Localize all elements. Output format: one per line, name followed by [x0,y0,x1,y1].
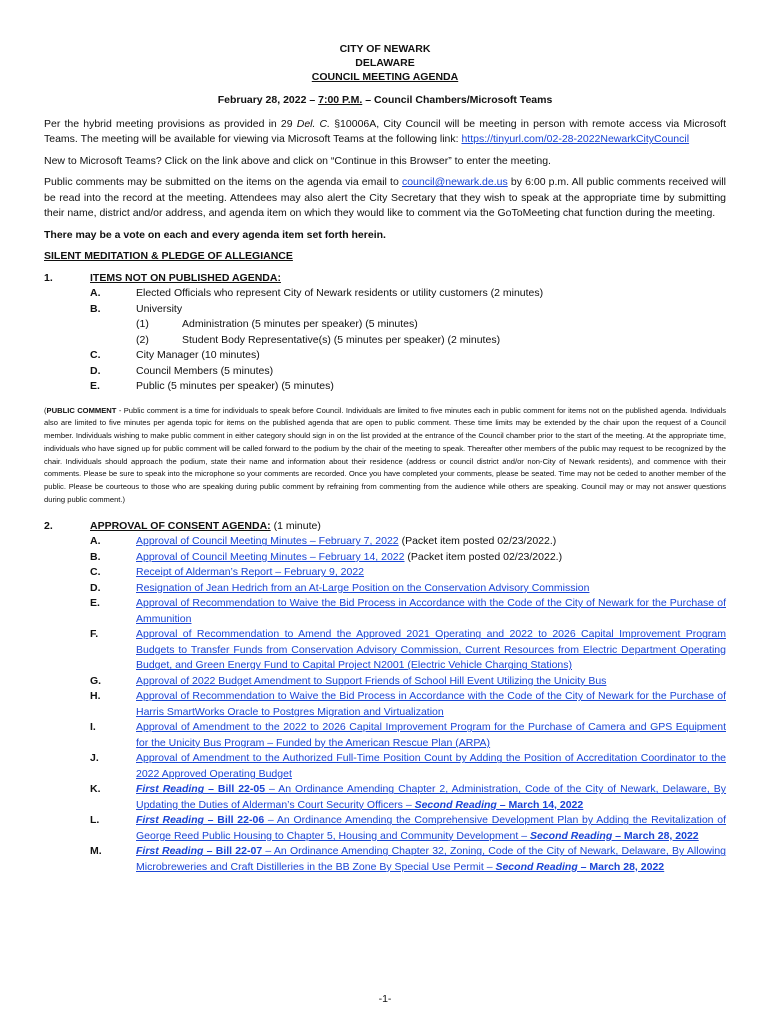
sub-letter: C. [90,349,101,361]
sub-letter: A. [90,287,101,299]
consent-item-J [90,751,726,782]
meeting-time: 7:00 P.M. [318,94,363,106]
sub-text: Public (5 minutes per speaker) (5 minutes) [136,380,334,392]
sub-item-A [90,286,726,302]
text-segment: – Bill 22-06 [203,814,265,827]
agenda-title: COUNCIL MEETING AGENDA [311,71,459,83]
item-title: APPROVAL OF CONSENT AGENDA: [90,519,271,532]
meeting-location: – Council Chambers/Microsoft Teams [362,94,553,106]
text-segment: (Packet item posted 02/23/2022.) [398,535,557,548]
text-segment: §10006A, City Council will be meeting in person with remote access via Microsoft Teams. The meeting will be available for viewing via Microsoft Teams at the following link: [44,117,727,145]
hybrid-meeting-paragraph [44,117,726,148]
sub-letter: L. [90,814,100,827]
consent-link[interactable]: Approval of Recommendation to Waive the Bid Process in Accordance with the Code of the City of Newark for the Purchase of Harris SmartWorks Oracle to Postgres Migration and Virtualization [136,690,726,718]
sub-letter: K. [90,783,101,796]
sub-letter: B. [90,550,101,563]
text-segment: – Bill 22-07 [203,845,263,858]
consent-item-M [90,844,726,875]
sub-letter: G. [90,674,102,687]
text-segment: Second Reading [414,798,497,811]
text-segment: Del. C. [296,117,331,130]
council-email-link[interactable]: council@newark.de.us [401,176,508,188]
sub-letter: E. [90,380,100,392]
sub-letter: A. [90,535,101,548]
text-segment: First Reading [136,783,205,796]
sub-letter: B. [90,302,101,315]
sub-letter: D. [90,364,101,377]
consent-item-B [90,550,726,566]
state-name: DELAWARE [355,57,415,69]
meeting-dateline [44,93,726,109]
sub-item-C [90,348,726,364]
meeting-date: February 28, 2022 – [217,94,319,106]
consent-item-C [90,565,726,581]
consent-item-F [90,627,726,674]
vote-notice: There may be a vote on each and every agenda item set forth herein. [44,228,386,241]
teams-help-paragraph: New to Microsoft Teams? Click on the link above and click on “Continue in this Browser” to enter the meeting. [44,154,551,167]
sub-letter: E. [90,597,100,610]
item-title: ITEMS NOT ON PUBLISHED AGENDA: [90,271,281,284]
sub-item-B1 [136,317,726,333]
text-segment: Second Reading [529,829,613,842]
consent-item-A [90,534,726,550]
page-number: -1- [378,993,392,1005]
consent-link[interactable]: Approval of Council Meeting Minutes – February 7, 2022 [136,535,399,548]
text-segment: – Bill 22-05 [204,783,266,796]
sub-text: City Manager (10 minutes) [136,349,260,361]
consent-item-E [90,596,726,627]
public-comments-paragraph [44,175,726,222]
consent-item-D [90,581,726,597]
sub-letter: I. [90,721,96,734]
sub-letter: J. [90,752,99,765]
sub-letter: C. [90,566,101,579]
agenda-item-2 [44,519,726,876]
consent-link[interactable]: Approval of Recommendation to Amend the Approved 2021 Operating and 2022 to 2026 Capital Improvement Program Budgets to Transfer Funds from Conservation Advisory Commission, Current Resources from Electric Department Operating Budget, and Green Energy Fund to Capital Project N2001 (Electric Vehicle Charging Stations) [136,628,726,672]
text-segment: First Reading [136,845,204,858]
text-segment: First Reading [136,814,204,827]
sub-number: (2) [136,333,149,346]
consent-link[interactable]: Approval of Amendment to the 2022 to 2026 Capital Improvement Program for the Purchase of Camera and GPS Equipment for the Unicity Bus Program – Funded by the American Rescue Plan (ARPA) [136,721,726,749]
sub-letter: D. [90,581,101,594]
text-segment: – March 28, 2022 [577,860,665,873]
text-segment: PUBLIC COMMENT [46,405,117,415]
item-number: 1. [44,271,53,284]
text-segment: – An Ordinance Amending Chapter 32, Zoning, Code of the City of Newark, Delaware, By Allowing Microbreweries and Craft Distilleries in the BB Zone By Special Use Permit – [136,845,727,873]
sub-item-D [90,364,726,380]
text-segment: Public comments may be submitted on the items on the agenda via email to [44,176,402,188]
item-number: 2. [44,519,53,532]
consent-link[interactable]: Approval of Amendment to the Authorized Full-Time Position Count by Adding the Position of Accreditation Coordinator to the 2022 Approved Operating Budget [136,752,726,780]
text-segment: by 6:00 p.m. All public comments received will be read into the record at the meeting. Attendees may also alert the City Secretary that they wish to speak at the appropriate time by submitting their name, district and/or address, and agenda item on which they would like to comment via the GoToMeeting chat function during the meeting. [44,176,726,219]
sub-letter: H. [90,690,101,703]
sub-text: Student Body Representative(s) (5 minutes per speaker) (2 minutes) [182,333,501,346]
text-segment: (1 minute) [270,519,321,532]
teams-link[interactable]: https://tinyurl.com/02-28-2022NewarkCityCouncil [461,133,690,145]
sub-text: Elected Officials who represent City of Newark residents or utility customers (2 minutes) [136,287,544,299]
sub-text: University [136,302,183,315]
text-segment: ( [44,405,47,415]
text-segment: Second Reading [495,860,578,873]
silent-meditation-heading: SILENT MEDITATION & PLEDGE OF ALLEGIANCE [44,250,293,262]
sub-text: Administration (5 minutes per speaker) (5 minutes) [182,318,418,330]
consent-item-L [90,813,726,844]
agenda-page [44,42,726,875]
ordinance-link[interactable] [136,845,726,873]
consent-link[interactable]: Approval of Recommendation to Waive the Bid Process in Accordance with the Code of the City of Newark for the Purchase of Ammunition [136,597,726,625]
text-segment: Per the hybrid meeting provisions as provided in 29 [44,117,297,130]
consent-item-H [90,689,726,720]
consent-item-K [90,782,726,813]
city-name: CITY OF NEWARK [339,43,431,55]
public-comment-notice [44,405,726,507]
sub-letter: F. [90,628,99,641]
consent-link[interactable]: Receipt of Alderman’s Report – February 9, 2022 [136,566,365,579]
sub-item-E [90,379,726,395]
sub-item-B2 [136,333,726,349]
sub-number: (1) [136,318,149,330]
text-segment: – An Ordinance Amending the Comprehensive Development Plan by Adding the Revitalization of George Reed Public Housing to Chapter 5, Housing and Community Development – [136,814,727,842]
consent-item-G [90,674,726,690]
text-segment: – March 14, 2022 [496,798,584,811]
consent-link[interactable]: Approval of Council Meeting Minutes – February 14, 2022 [136,550,405,563]
text-segment: (Packet item posted 02/23/2022.) [404,550,563,563]
consent-link[interactable]: Approval of 2022 Budget Amendment to Support Friends of School Hill Event Utilizing the Unicity Bus [136,674,607,687]
text-segment: – March 28, 2022 [612,829,699,842]
sub-text: Council Members (5 minutes) [136,364,274,377]
agenda-item-1 [44,271,726,395]
text-segment: – An Ordinance Amending Chapter 2, Administration, Code of the City of Newark, Delaware, By Updating the Duties of Alderman’s Court Security Officers – [136,783,727,811]
consent-item-I [90,720,726,751]
item-title-line [90,519,726,535]
ordinance-link[interactable] [136,814,726,842]
document-header [44,42,726,84]
text-segment: - Public comment is a time for individuals to speak before Council. Individuals are limited to five minutes each in public comment for items not on the published agenda. Individuals also are limited to five minutes per agenda topic for items on the published agenda that are open to public comment. These time limits may be extended by the chair upon the request of a Council member. Individuals wishing to make public comment in either category should sign in on the list provided at the entrance of the Council chamber prior to the start of the meeting. At the appropriate time, individuals who have signed up for public comment will be called forward to the podium by the chair of the meeting to speak. Thereafter other members of the public may request to be recognized by the chair. Individuals should approach the podium, state their name and information about their residence (address or council district and/or non-City of Newark residents), and commence with their comments. Please be sure to speak into the microphone so your comments are recorded. Once you have completed your comments, please be seated. Time may not be ceded to another member of the public. Please be courteous to those who are speaking during public comment by refraining from commenting from the audience while others are speaking. Council may or may not answer questions during public comment.) [44,405,726,505]
ordinance-link[interactable] [136,783,726,811]
consent-link[interactable]: Resignation of Jean Hedrich from an At-Large Position on the Conservation Advisory Commission [136,581,590,594]
sub-item-B [90,302,726,349]
sub-letter: M. [90,845,102,858]
